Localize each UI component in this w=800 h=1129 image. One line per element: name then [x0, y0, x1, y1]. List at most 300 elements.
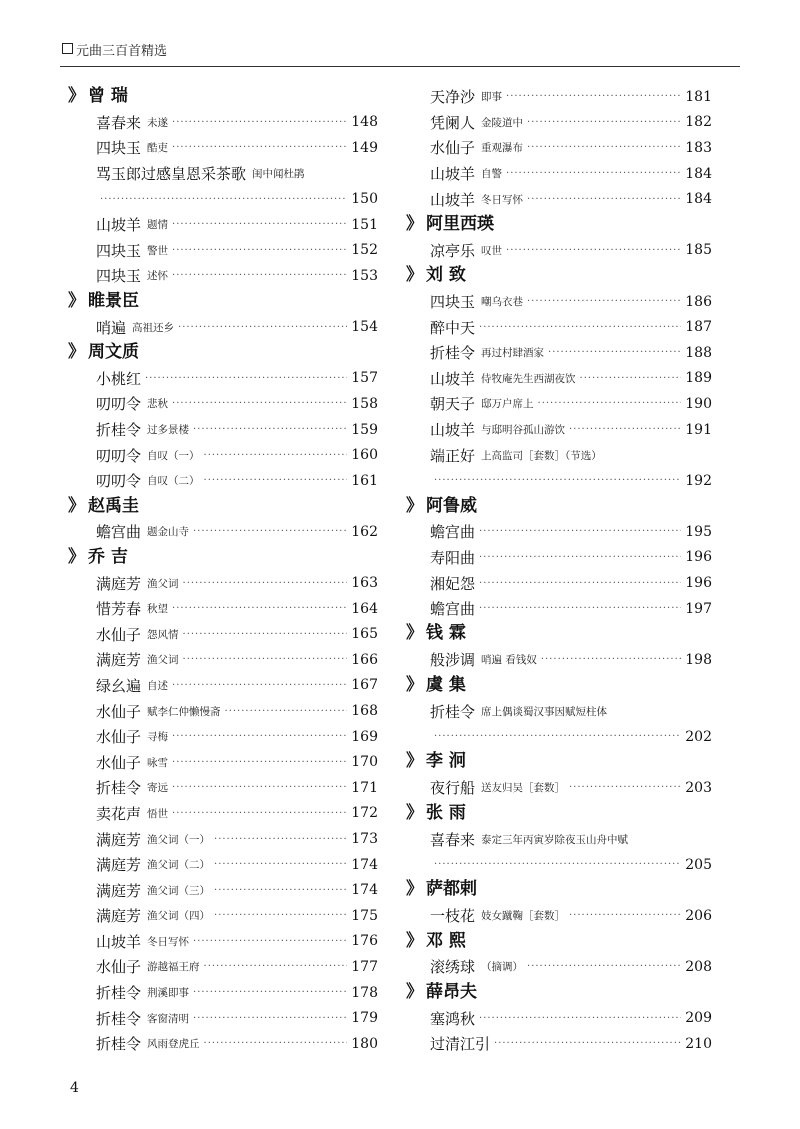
author-heading: [406, 749, 712, 775]
entry-page: 190: [685, 395, 712, 412]
dot-leader: [100, 194, 347, 205]
dot-leader: [479, 526, 681, 537]
dot-leader: [172, 808, 347, 819]
dot-leader: [178, 322, 347, 333]
dot-leader: [193, 526, 347, 537]
dot-leader: [225, 706, 348, 717]
section-marker-icon: 》: [406, 802, 423, 823]
toc-entry[interactable]: [68, 826, 378, 852]
entry-page: 162: [351, 523, 378, 540]
dot-leader: [541, 654, 681, 665]
dot-leader: [204, 961, 348, 972]
entry-subtitle: 未遂: [147, 116, 169, 129]
entry-subtitle: 叹世: [481, 244, 503, 257]
entry-title: 山坡羊: [430, 421, 476, 440]
author-heading: [406, 673, 712, 699]
entry-page: 178: [351, 984, 378, 1001]
entry-title: 绿幺遍: [96, 676, 142, 695]
entry-page: 149: [351, 139, 378, 156]
entry-subtitle: 客窗清明: [147, 1012, 190, 1025]
entry-title: 过清江引: [430, 1035, 491, 1054]
entry-title: 水仙子: [96, 625, 142, 644]
toc-entry[interactable]: [406, 545, 712, 571]
entry-title: 寿阳曲: [430, 548, 476, 567]
entry-page: 189: [685, 370, 712, 387]
toc-entry[interactable]: [406, 442, 712, 468]
author-heading: [68, 494, 378, 520]
dot-leader: [193, 936, 347, 947]
dot-leader: [479, 603, 681, 614]
entry-page: 192: [685, 472, 712, 489]
author-name: 阿里西瑛: [426, 213, 494, 234]
entry-title: 塞鸿秋: [430, 1009, 476, 1028]
toc-entry[interactable]: [406, 417, 712, 443]
section-marker-icon: 》: [406, 623, 423, 644]
toc-entry-continuation[interactable]: [406, 468, 712, 494]
entry-title: 折桂令: [96, 1009, 142, 1028]
toc-entry[interactable]: [68, 749, 378, 775]
entry-page: 173: [351, 831, 378, 848]
entry-title: 山坡羊: [430, 369, 476, 388]
dot-leader: [479, 1013, 681, 1024]
section-marker-icon: 》: [406, 674, 423, 695]
entry-page: 197: [685, 600, 712, 617]
entry-subtitle: （摘调）: [481, 961, 524, 974]
author-heading: [406, 929, 712, 955]
entry-subtitle: 即事: [481, 91, 503, 104]
section-marker-icon: 》: [406, 981, 423, 1002]
entry-title: 端正好: [430, 446, 476, 465]
dot-leader: [214, 885, 347, 896]
dot-leader: [172, 270, 347, 281]
dot-leader: [527, 117, 681, 128]
entry-subtitle: 寻梅: [147, 731, 169, 744]
dot-leader: [506, 91, 681, 102]
toc-entry[interactable]: [68, 263, 378, 289]
entry-subtitle: 怨风情: [147, 628, 179, 641]
dot-leader: [434, 475, 681, 486]
toc-entry[interactable]: [68, 238, 378, 264]
toc-entry-continuation[interactable]: [406, 852, 712, 878]
toc-entry[interactable]: [406, 903, 712, 929]
entry-subtitle: 上高监司［套数］（节选）: [481, 449, 602, 462]
author-name: 周文质: [88, 341, 139, 362]
toc-entry[interactable]: [68, 801, 378, 827]
entry-title: 喜春来: [430, 830, 476, 849]
dot-leader: [580, 373, 682, 384]
toc-entry[interactable]: [406, 289, 712, 315]
entry-title: 骂玉郎过感皇恩采茶歌: [96, 165, 247, 184]
entry-page: 208: [685, 958, 712, 975]
toc-entry[interactable]: [68, 596, 378, 622]
dot-leader: [172, 142, 347, 153]
entry-page: 172: [351, 805, 378, 822]
toc-entry[interactable]: [68, 929, 378, 955]
author-name: 邓 熙: [426, 930, 466, 951]
entry-title: 折桂令: [96, 421, 142, 440]
author-name: 张 雨: [426, 802, 466, 823]
entry-subtitle: 秋望: [147, 603, 169, 616]
entry-title: 水仙子: [96, 958, 142, 977]
entry-title: 四块玉: [96, 139, 142, 158]
entry-subtitle: 高祖还乡: [132, 321, 175, 334]
entry-subtitle: 渔父词（四）: [147, 910, 211, 923]
toc-entry[interactable]: [406, 698, 712, 724]
dot-leader: [527, 194, 681, 205]
section-marker-icon: 》: [406, 930, 423, 951]
toc-entry[interactable]: [68, 135, 378, 161]
section-marker-icon: 》: [68, 341, 85, 362]
entry-title: 满庭芳: [96, 856, 142, 875]
entry-title: 卖花声: [96, 804, 142, 823]
entry-title: 一枝花: [430, 907, 476, 926]
entry-page: 165: [351, 626, 378, 643]
toc-entry[interactable]: [406, 1031, 712, 1057]
dot-leader: [479, 322, 681, 333]
author-heading: [406, 877, 712, 903]
author-name: 刘 致: [426, 265, 466, 286]
entry-page: 184: [685, 191, 712, 208]
header-title: 元曲三百首精选: [76, 44, 168, 59]
toc-entry[interactable]: [68, 468, 378, 494]
toc-entry[interactable]: [68, 519, 378, 545]
toc-entry[interactable]: [68, 1005, 378, 1031]
entry-title: 山坡羊: [430, 190, 476, 209]
author-heading: [68, 340, 378, 366]
author-name: 阿鲁威: [426, 495, 477, 516]
author-heading: [406, 980, 712, 1006]
entry-subtitle: 渔父词: [147, 577, 179, 590]
section-marker-icon: 》: [68, 86, 85, 106]
entry-page: 181: [685, 88, 712, 105]
entry-page: 184: [685, 165, 712, 182]
entry-subtitle: 渔父词: [147, 654, 179, 667]
entry-title: 山坡羊: [96, 932, 142, 951]
entry-title: 满庭芳: [96, 830, 142, 849]
dot-leader: [183, 654, 348, 665]
entry-subtitle: 寄远: [147, 782, 169, 795]
entry-title: 凉亭乐: [430, 241, 476, 260]
dot-leader: [479, 578, 681, 589]
dot-leader: [204, 475, 348, 486]
toc-entry-continuation[interactable]: [68, 186, 378, 212]
dot-leader: [214, 834, 347, 845]
section-marker-icon: 》: [406, 265, 423, 286]
dot-leader: [527, 961, 681, 972]
entry-title: 四块玉: [430, 293, 476, 312]
author-name: 钱 霖: [426, 623, 466, 644]
entry-subtitle: 自叹（一）: [147, 449, 200, 462]
dot-leader: [193, 424, 347, 435]
section-marker-icon: 》: [406, 751, 423, 772]
author-name: 乔 吉: [88, 546, 128, 567]
dot-leader: [527, 296, 681, 307]
dot-leader: [214, 859, 347, 870]
toc-entry[interactable]: [68, 954, 378, 980]
entry-title: 水仙子: [96, 728, 142, 747]
entry-page: 157: [351, 370, 378, 387]
toc-entry[interactable]: [68, 903, 378, 929]
entry-subtitle: 赋李仁仲懒慢斋: [147, 705, 221, 718]
toc-entry[interactable]: [68, 366, 378, 392]
dot-leader: [569, 424, 681, 435]
toc-entry[interactable]: [68, 442, 378, 468]
running-header: [60, 40, 740, 67]
entry-page: 196: [685, 575, 712, 592]
author-name: 李 泂: [426, 751, 466, 772]
entry-page: 186: [685, 293, 712, 310]
entry-title: 水仙子: [96, 702, 142, 721]
author-heading: [68, 289, 378, 315]
entry-subtitle: 过多景楼: [147, 424, 190, 437]
toc-entry[interactable]: [406, 110, 712, 136]
entry-title: 满庭芳: [96, 574, 142, 593]
toc-entry[interactable]: [406, 647, 712, 673]
entry-page: 166: [351, 651, 378, 668]
entry-subtitle: 悲秋: [147, 398, 169, 411]
entry-title: 惜芳春: [96, 600, 142, 619]
entry-page: 176: [351, 933, 378, 950]
entry-subtitle: 闺中闻杜鹃: [252, 168, 305, 181]
dot-leader: [569, 782, 681, 793]
author-heading: [406, 801, 712, 827]
entry-page: 209: [685, 1010, 712, 1027]
entry-subtitle: 游越福王府: [147, 961, 200, 974]
toc-entry[interactable]: [68, 647, 378, 673]
toc-entry[interactable]: [68, 417, 378, 443]
entry-page: 175: [351, 907, 378, 924]
toc-entry[interactable]: [406, 775, 712, 801]
dot-leader: [172, 398, 347, 409]
dot-leader: [193, 1013, 347, 1024]
toc-entry[interactable]: [406, 596, 712, 622]
toc-entry[interactable]: [68, 877, 378, 903]
toc-entry[interactable]: [406, 186, 712, 212]
entry-title: 喜春来: [96, 113, 142, 132]
entry-page: 154: [351, 319, 378, 336]
entry-title: 山坡羊: [96, 216, 142, 235]
entry-title: 叨叨令: [96, 446, 142, 465]
entry-page: 170: [351, 754, 378, 771]
dot-leader: [214, 910, 347, 921]
section-marker-icon: 》: [68, 290, 85, 311]
entry-page: 188: [685, 344, 712, 361]
toc-entry[interactable]: [68, 1031, 378, 1057]
entry-title: 折桂令: [96, 984, 142, 1003]
entry-subtitle: 警世: [147, 244, 169, 257]
entry-title: 折桂令: [96, 1035, 142, 1054]
toc-entry[interactable]: [406, 826, 712, 852]
entry-subtitle: 自述: [147, 679, 169, 692]
dot-leader: [434, 731, 681, 742]
entry-title: 凭阑人: [430, 113, 476, 132]
entry-subtitle: 渔父词（二）: [147, 859, 211, 872]
author-name: 薛昂夫: [426, 981, 477, 1002]
toc-entry[interactable]: [68, 570, 378, 596]
entry-title: 山坡羊: [430, 165, 476, 184]
entry-page: 210: [685, 1035, 712, 1052]
toc-entry[interactable]: [68, 621, 378, 647]
dot-leader: [172, 219, 347, 230]
toc-entry[interactable]: [68, 314, 378, 340]
author-name: 虞 集: [426, 674, 466, 695]
toc-entry[interactable]: [406, 954, 712, 980]
entry-subtitle: 酷吏: [147, 142, 169, 155]
entry-title: 满庭芳: [96, 907, 142, 926]
entry-title: 满庭芳: [96, 651, 142, 670]
toc-entry[interactable]: [68, 698, 378, 724]
dot-leader: [434, 859, 681, 870]
entry-title: 四块玉: [96, 241, 142, 260]
entry-title: 天净沙: [430, 88, 476, 107]
entry-page: 174: [351, 856, 378, 873]
entry-title: 夜行船: [430, 779, 476, 798]
dot-leader: [172, 731, 347, 742]
toc-entry[interactable]: [406, 519, 712, 545]
entry-page: 198: [685, 651, 712, 668]
entry-page: 179: [351, 1010, 378, 1027]
entry-subtitle: 咏雪: [147, 756, 169, 769]
entry-subtitle: 侍牧庵先生西湖夜饮: [481, 372, 576, 385]
entry-subtitle: 荆溪即事: [147, 987, 190, 1000]
entry-title: 叨叨令: [96, 472, 142, 491]
entry-page: 203: [685, 779, 712, 796]
entry-title: 水仙子: [96, 753, 142, 772]
entry-page: 152: [351, 242, 378, 259]
toc-entry[interactable]: [406, 161, 712, 187]
toc-entry[interactable]: [68, 110, 378, 136]
entry-title: 醉中天: [430, 318, 476, 337]
entry-title: 蟾宫曲: [430, 600, 476, 619]
dot-leader: [193, 987, 347, 998]
dot-leader: [506, 168, 681, 179]
toc-entry[interactable]: [406, 84, 712, 110]
author-name: 曾 瑞: [88, 86, 128, 106]
toc-entry[interactable]: [68, 212, 378, 238]
toc-entry[interactable]: [406, 340, 712, 366]
dot-leader: [506, 245, 681, 256]
entry-page: 180: [351, 1035, 378, 1052]
header-square-icon: [62, 43, 73, 54]
entry-subtitle: 送友归吴［套数］: [481, 782, 566, 795]
entry-title: 般涉调: [430, 651, 476, 670]
dot-leader: [527, 142, 681, 153]
toc-entry[interactable]: [406, 366, 712, 392]
entry-subtitle: 与邸明谷孤山游饮: [481, 424, 566, 437]
entry-page: 167: [351, 677, 378, 694]
entry-page: 151: [351, 216, 378, 233]
entry-title: 小桃红: [96, 369, 142, 388]
page-number: 4: [70, 1080, 79, 1096]
entry-page: 182: [685, 114, 712, 131]
toc-entry[interactable]: [68, 852, 378, 878]
entry-page: 185: [685, 242, 712, 259]
author-name: 赵禹圭: [88, 495, 139, 516]
entry-subtitle: 哨遍 看钱奴: [481, 654, 537, 667]
entry-subtitle: 冬日写怀: [147, 935, 190, 948]
toc-entry[interactable]: [68, 980, 378, 1006]
dot-leader: [204, 450, 348, 461]
entry-subtitle: 再过村肆酒家: [481, 347, 545, 360]
entry-page: 206: [685, 907, 712, 924]
entry-page: 158: [351, 395, 378, 412]
entry-title: 蟾宫曲: [430, 523, 476, 542]
dot-leader: [479, 552, 681, 563]
entry-page: 168: [351, 703, 378, 720]
entry-title: 四块玉: [96, 267, 142, 286]
entry-title: 蟾宫曲: [96, 523, 142, 542]
entry-page: 191: [685, 421, 712, 438]
dot-leader: [172, 117, 347, 128]
section-marker-icon: 》: [406, 213, 423, 234]
entry-subtitle: 邸万户席上: [481, 398, 534, 411]
entry-subtitle: 自叹（二）: [147, 475, 200, 488]
entry-subtitle: 悟世: [147, 807, 169, 820]
entry-page: 164: [351, 600, 378, 617]
section-marker-icon: 》: [406, 495, 423, 516]
section-marker-icon: 》: [68, 495, 85, 516]
toc-entry[interactable]: [406, 314, 712, 340]
toc-entry[interactable]: [68, 161, 378, 187]
dot-leader: [548, 347, 681, 358]
dot-leader: [172, 603, 347, 614]
entry-subtitle: 冬日写怀: [481, 193, 524, 206]
entry-subtitle: 风雨登虎丘: [147, 1038, 200, 1051]
entry-subtitle: 泰定三年丙寅岁除夜玉山舟中赋: [481, 833, 629, 846]
entry-page: 159: [351, 421, 378, 438]
entry-title: 朝天子: [430, 395, 476, 414]
toc-right-column: [406, 84, 712, 1057]
section-marker-icon: 》: [406, 879, 423, 900]
entry-page: 196: [685, 549, 712, 566]
entry-title: 湘妃怨: [430, 574, 476, 593]
entry-page: 161: [351, 472, 378, 489]
author-heading: [406, 212, 712, 238]
dot-leader: [494, 1038, 681, 1049]
entry-page: 148: [351, 114, 378, 131]
entry-title: 折桂令: [430, 344, 476, 363]
toc-entry[interactable]: [68, 391, 378, 417]
toc-entry[interactable]: [68, 775, 378, 801]
entry-subtitle: 题情: [147, 219, 169, 232]
entry-page: 163: [351, 575, 378, 592]
toc-entry[interactable]: [406, 570, 712, 596]
section-marker-icon: 》: [68, 546, 85, 567]
entry-page: 171: [351, 779, 378, 796]
toc-entry-continuation[interactable]: [406, 724, 712, 750]
toc-entry[interactable]: [406, 1005, 712, 1031]
entry-page: 177: [351, 958, 378, 975]
entry-page: 174: [351, 882, 378, 899]
dot-leader: [183, 578, 348, 589]
entry-subtitle: 述怀: [147, 270, 169, 283]
entry-page: 153: [351, 267, 378, 284]
entry-subtitle: 席上偶谈蜀汉事因赋短柱体: [481, 705, 608, 718]
toc-entry[interactable]: [68, 673, 378, 699]
author-heading: [406, 621, 712, 647]
dot-leader: [172, 757, 347, 768]
entry-subtitle: 题金山寺: [147, 526, 190, 539]
entry-title: 折桂令: [430, 702, 476, 721]
entry-page: 187: [685, 319, 712, 336]
toc-entry[interactable]: [406, 391, 712, 417]
entry-title: 满庭芳: [96, 881, 142, 900]
entry-subtitle: 嘲乌衣巷: [481, 296, 524, 309]
toc-entry[interactable]: [406, 135, 712, 161]
toc-entry[interactable]: [68, 724, 378, 750]
dot-leader: [145, 373, 347, 384]
toc-entry[interactable]: [406, 238, 712, 264]
